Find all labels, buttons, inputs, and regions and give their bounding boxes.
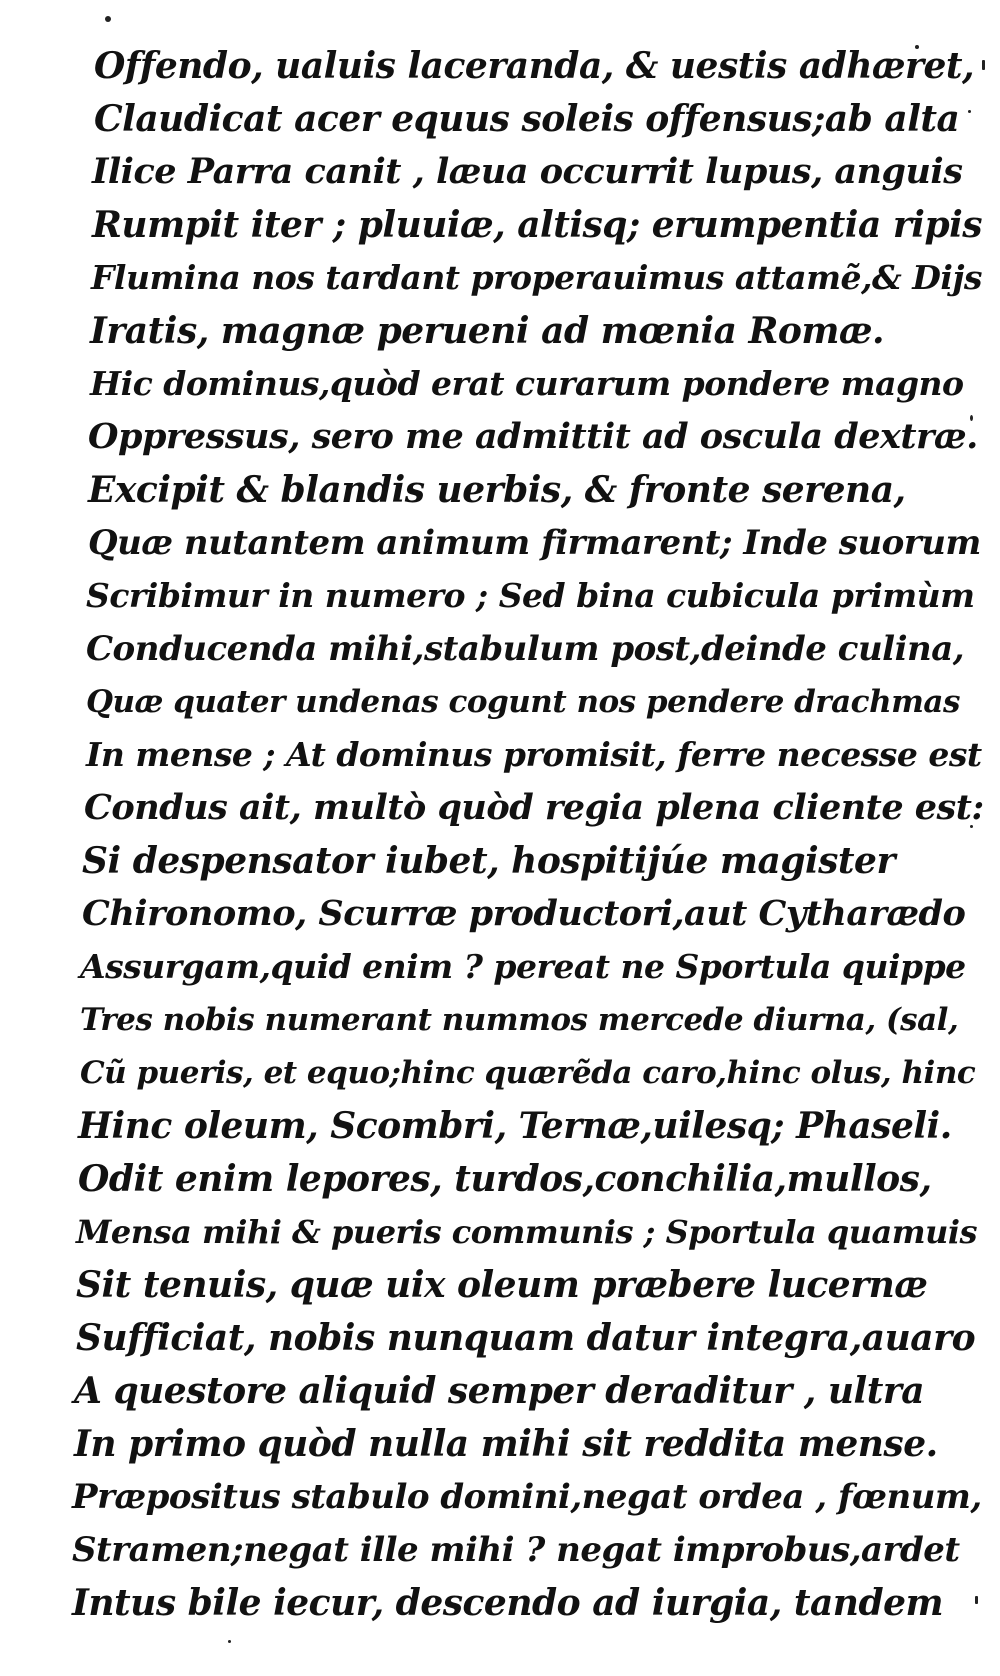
verse-line: Iratis, magnæ perueni ad mœnia Romæ.: [90, 310, 885, 352]
verse-line: Quæ quater undenas cogunt nos pendere drachmas: [86, 684, 960, 720]
verse-line: Flumina nos tardant properauimus attamẽ,& Dijs: [91, 258, 982, 297]
verse-line: Claudicat acer equus soleis offensus;ab alta: [94, 98, 960, 140]
verse-line: Si despensator iubet, hospitijúe magister: [82, 840, 895, 882]
verse-line: Odit enim lepores, turdos,conchilia,mullos,: [78, 1158, 932, 1200]
verse-line: Oppressus, sero me admittit ad oscula dextræ.: [88, 416, 978, 457]
verse-line: Chironomo, Scurræ productori,aut Cytharædo: [82, 893, 966, 934]
verse-line: Hinc oleum, Scombri, Ternæ,uilesq; Phaseli.: [78, 1105, 952, 1147]
verse-line: Sit tenuis, quæ uix oleum præbere lucernæ: [76, 1264, 928, 1306]
verse-line: A questore aliquid semper deraditur , ultra: [74, 1370, 925, 1412]
verse-line: Rumpit iter ; pluuiæ, altisq; erumpentia ripis: [92, 204, 983, 246]
verse-line: Mensa mihi & pueris communis ; Sportula quamuis: [76, 1213, 977, 1251]
verse-line: In mense ; At dominus promisit, ferre necesse est: [86, 735, 982, 774]
verse-line: Hic dominus,quòd erat curarum pondere magno: [90, 364, 964, 403]
verse-line: Intus bile iecur, descendo ad iurgia, tandem: [72, 1582, 944, 1624]
verse-line: Condus ait, multò quòd regia plena cliente est:: [84, 787, 984, 828]
verse-line: Præpositus stabulo domini,negat ordea , fœnum,: [72, 1477, 982, 1517]
verse-line: Sufficiat, nobis nunquam datur integra,auaro: [76, 1317, 976, 1359]
verse-line: Conducenda mihi,stabulum post,deinde culina,: [86, 629, 965, 669]
verse-line: Cũ pueris, et equo;hinc quærẽda caro,hinc olus, hinc: [80, 1055, 976, 1091]
verse-line: Ilice Parra canit , læua occurrit lupus, anguis: [92, 151, 963, 192]
verse-line: Scribimur in numero ; Sed bina cubicula primùm: [86, 576, 975, 615]
verse-line: Stramen;negat ille mihi ? negat improbus,ardet: [72, 1530, 960, 1570]
verse-line: In primo quòd nulla mihi sit reddita mense.: [74, 1423, 938, 1465]
verse-line: Offendo, ualuis laceranda, & uestis adhæret,: [94, 45, 975, 87]
verse-line: Excipit & blandis uerbis, & fronte serena,: [88, 469, 906, 511]
verse-line: Tres nobis numerant nummos mercede diurna, (sal,: [80, 1002, 959, 1038]
verse-line: Quæ nutantem animum firmarent; Inde suorum: [88, 523, 981, 563]
verse-line: Assurgam,quid enim ? pereat ne Sportula quippe: [80, 947, 966, 986]
